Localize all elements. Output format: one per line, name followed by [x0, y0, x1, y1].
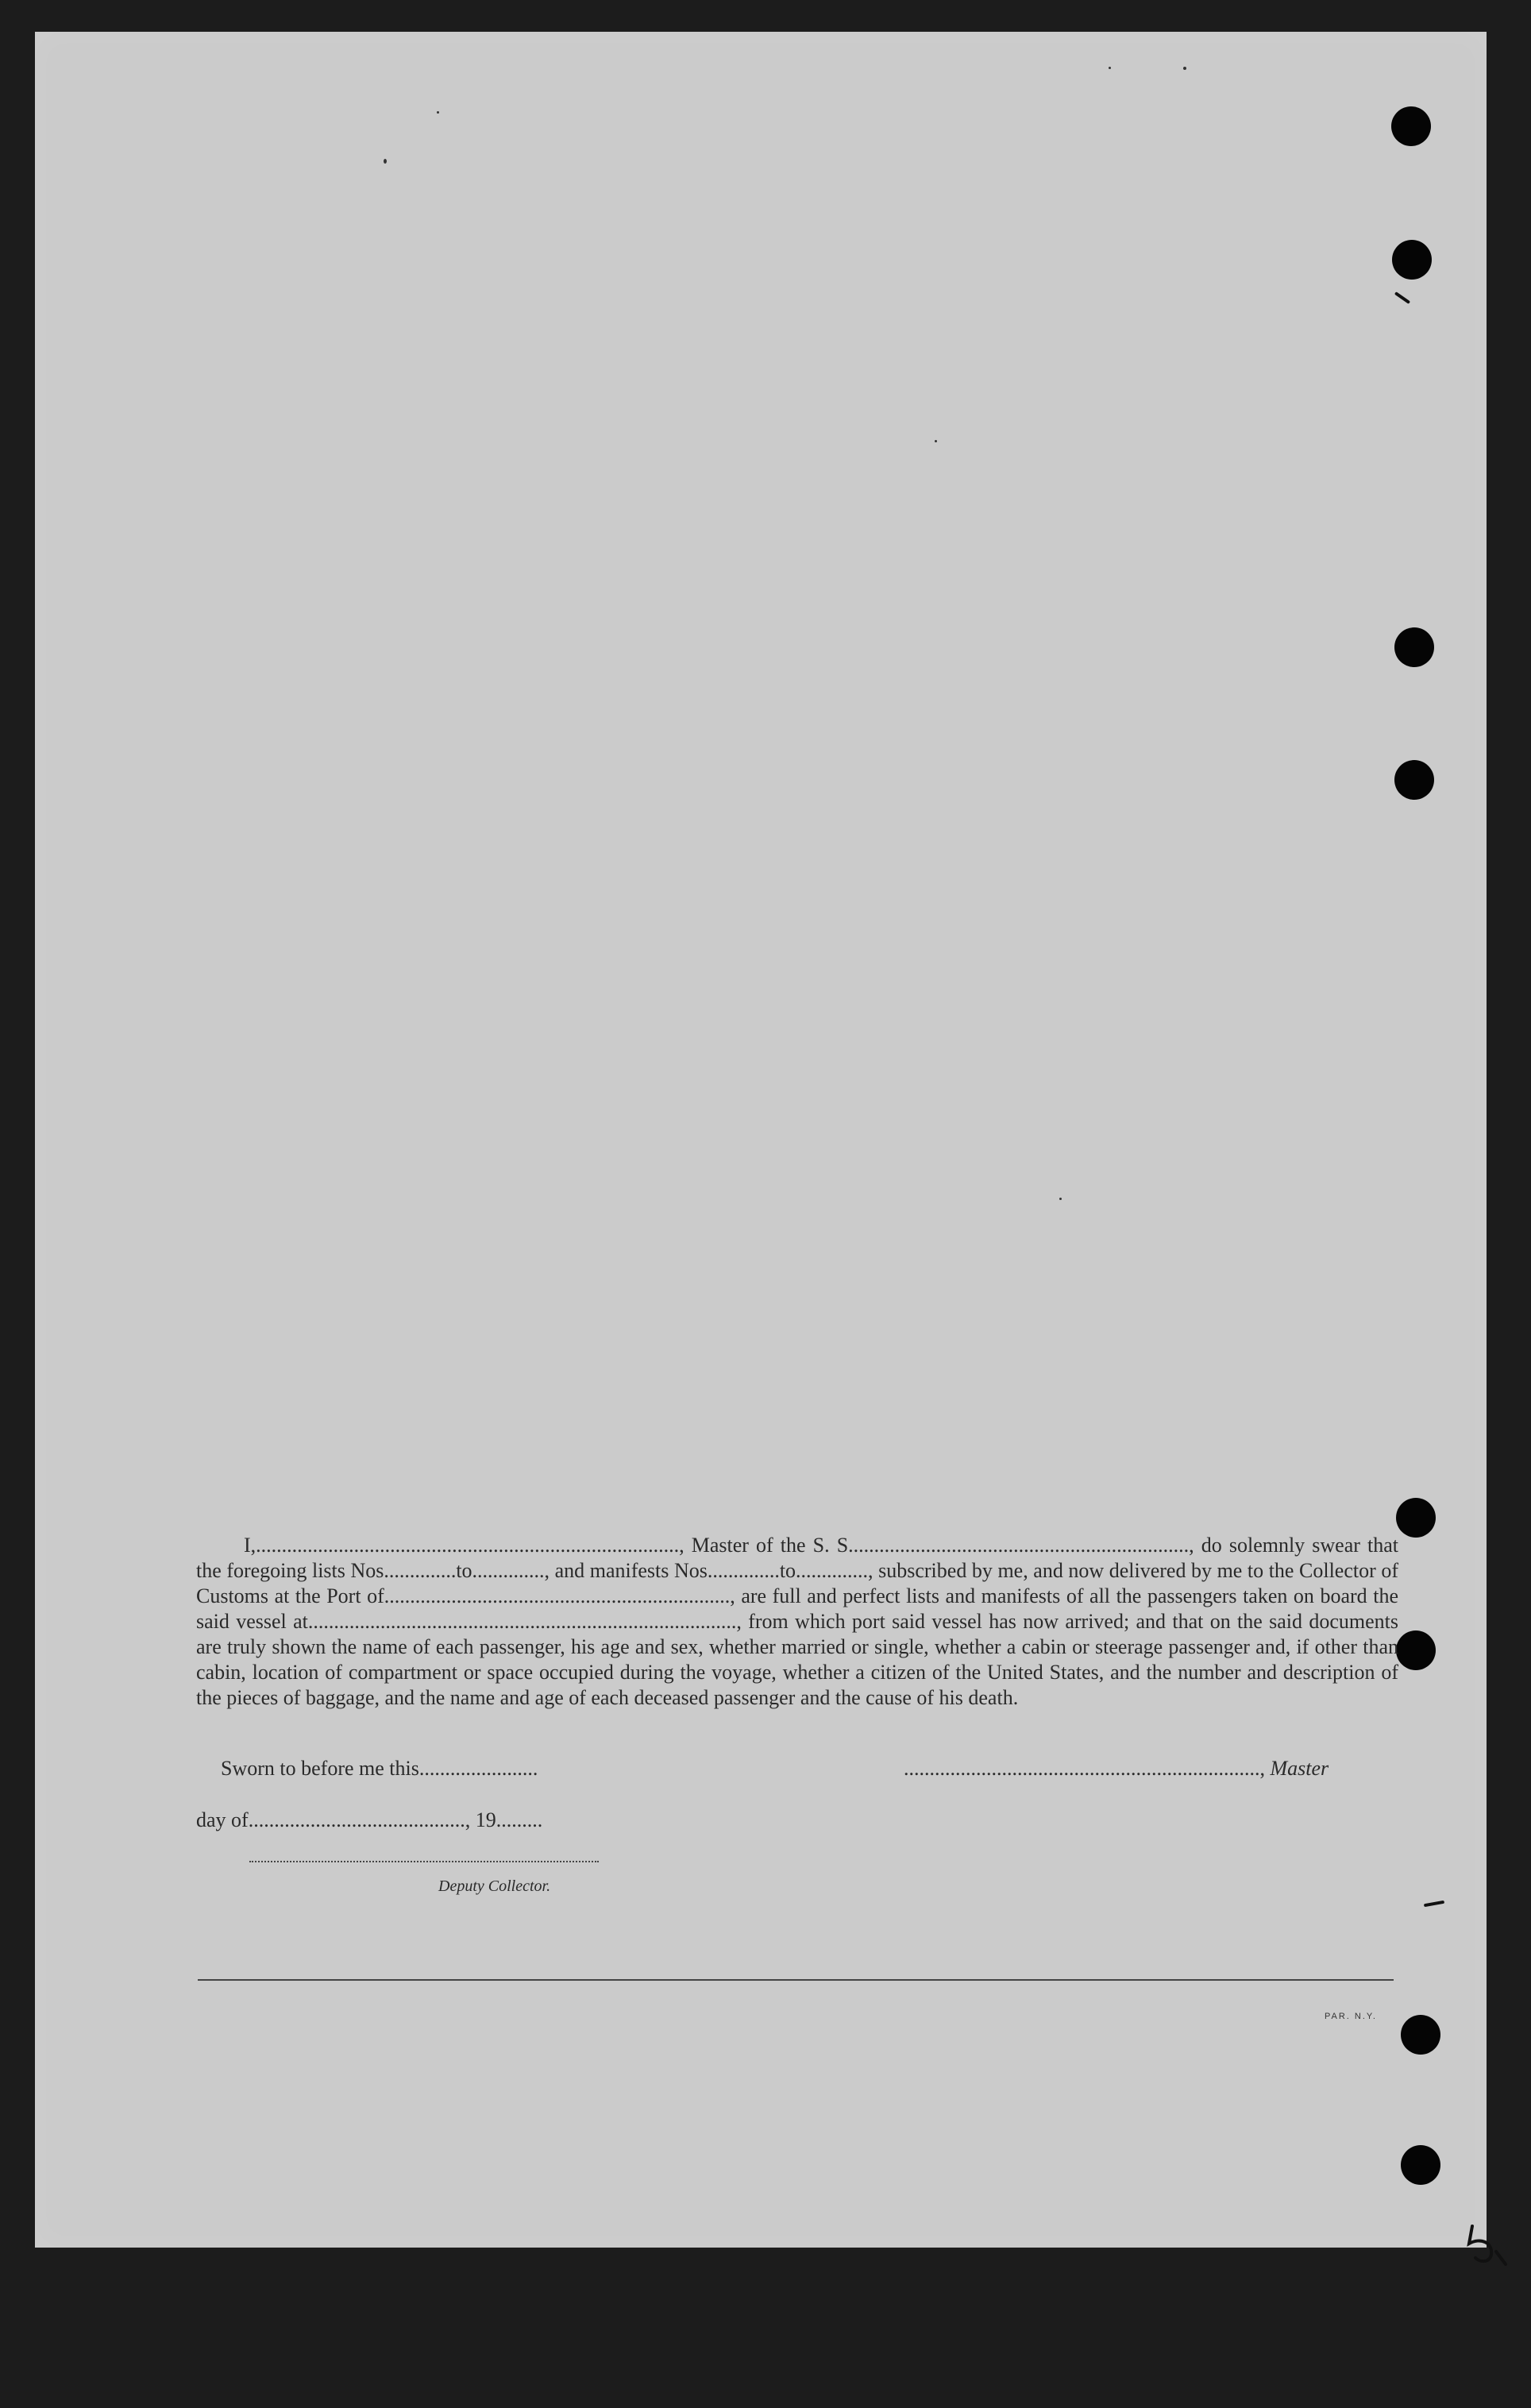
deputy-collector-label: Deputy Collector.	[438, 1877, 551, 1895]
dust-speck	[1183, 67, 1186, 70]
deputy-signature-line	[249, 1861, 599, 1862]
punch-hole	[1394, 627, 1434, 667]
punch-hole	[1396, 1498, 1436, 1538]
punch-hole	[1396, 1630, 1436, 1670]
pen-mark	[1394, 291, 1410, 304]
horizontal-rule	[198, 1979, 1394, 1981]
dust-speck	[935, 440, 937, 442]
punch-hole	[1392, 240, 1432, 280]
date-line: day of.........................................., 19.........	[196, 1808, 543, 1831]
punch-hole	[1394, 760, 1434, 800]
printer-mark: PAR. N.Y.	[1325, 2012, 1377, 2021]
sworn-line: Sworn to before me this.......................	[221, 1757, 538, 1780]
dust-speck	[1109, 67, 1111, 69]
master-signature-dots: .....................................................................,	[904, 1757, 1265, 1780]
master-label: Master	[1270, 1757, 1329, 1780]
handwritten-page-number	[1464, 2220, 1515, 2267]
punch-hole	[1391, 106, 1431, 146]
dust-speck	[1059, 1198, 1062, 1200]
oath-text: I,.................................................................................., Master of the S. S.................................................................., do solemnly swear that the foregoing lists Nos..............to.............., and manifests Nos..............to.............., subscribed by me, and now delivered by me to the Collector of Customs at the Port of..................................................................., are full and perfect lists and manifests of all the passengers taken on board the said vessel at..................................................................................., from which port said vessel has now arrived; and that on the said documents are truly shown the name of each passenger, his age and sex, whether married or single, whether a cabin or steerage passenger and, if other than cabin, location of compartment or space occupied during the voyage, whether a citizen of the United States, and the number and description of the pieces of baggage, and the name and age of each deceased passenger and the cause of his death.	[196, 1534, 1398, 1709]
master-signature-line	[904, 1757, 1329, 1781]
oath-paragraph	[196, 1533, 1398, 1711]
document-page	[35, 32, 1487, 2248]
punch-hole	[1401, 2015, 1440, 2055]
punch-hole	[1401, 2145, 1440, 2185]
dust-speck	[384, 159, 387, 164]
dust-speck	[437, 111, 439, 114]
pen-mark	[1424, 1901, 1444, 1907]
